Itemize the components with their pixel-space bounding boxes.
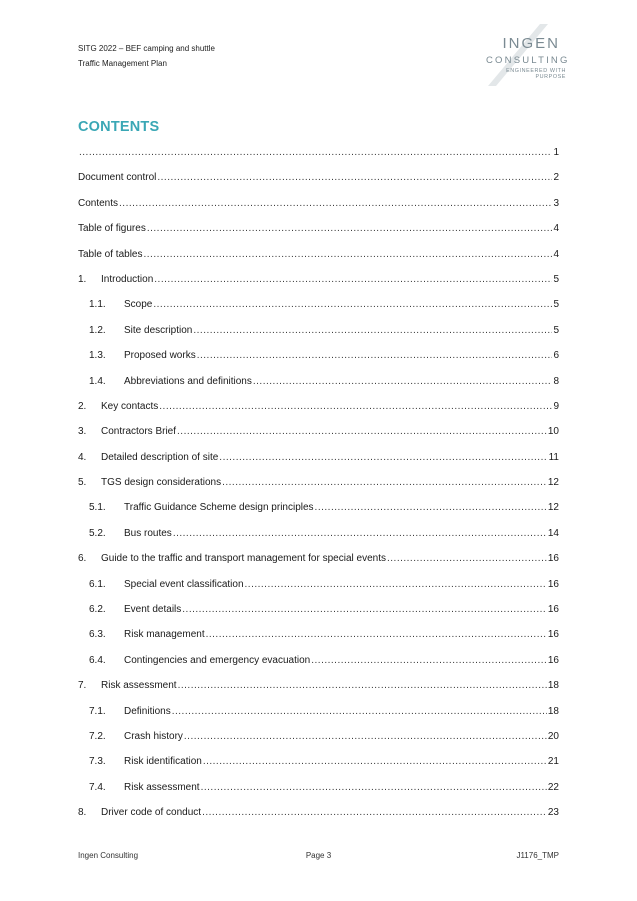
toc-entry-page: 2	[553, 172, 559, 184]
toc-dot-leader	[387, 552, 547, 566]
toc-entry-page: 16	[547, 654, 559, 666]
toc-entry[interactable]	[78, 322, 559, 347]
toc-entry[interactable]	[78, 499, 559, 524]
toc-entry-page: 18	[547, 680, 559, 692]
toc-entry-title: Event details	[124, 604, 182, 616]
toc-entry-page: 16	[547, 578, 559, 590]
table-of-contents	[78, 144, 559, 830]
toc-entry-title: Document control	[78, 172, 157, 184]
toc-dot-leader	[193, 324, 552, 338]
toc-entry-number: 1.4.	[89, 375, 106, 387]
toc-entry[interactable]	[78, 373, 559, 398]
toc-entry[interactable]	[78, 626, 559, 651]
toc-entry-number: 6.1.	[89, 578, 106, 590]
toc-dot-leader	[202, 806, 547, 820]
toc-entry-number: 7.	[78, 680, 87, 692]
logo-tagline: ENGINEERED WITH PURPOSE	[506, 68, 566, 80]
toc-entry[interactable]	[78, 449, 559, 474]
toc-dot-leader	[119, 197, 552, 211]
toc-dot-leader	[147, 222, 553, 236]
toc-entry[interactable]	[78, 246, 559, 271]
toc-entry-title: Abbreviations and definitions	[124, 375, 252, 387]
toc-dot-leader	[206, 628, 547, 642]
toc-entry[interactable]	[78, 144, 559, 169]
logo-word-ingen: INGEN	[502, 35, 560, 52]
toc-dot-leader	[154, 273, 552, 287]
toc-entry-title: Table of figures	[78, 223, 146, 235]
toc-entry-page: 11	[548, 451, 559, 463]
toc-entry-number: 1.3.	[89, 350, 106, 362]
logo-word-consulting: CONSULTING	[486, 55, 570, 66]
toc-entry-page: 6	[553, 350, 559, 362]
toc-entry-title: Traffic Guidance Scheme design principles	[124, 502, 314, 514]
toc-entry-page: 18	[547, 705, 559, 717]
toc-dot-leader	[153, 298, 552, 312]
toc-dot-leader	[197, 349, 553, 363]
toc-dot-leader	[178, 679, 547, 693]
toc-entry-title: Driver code of conduct	[101, 807, 202, 819]
toc-entry-title: Risk identification	[124, 756, 202, 768]
toc-entry-title: Guide to the traffic and transport management for special events	[101, 553, 386, 565]
toc-dot-leader	[184, 730, 547, 744]
toc-dot-leader	[172, 705, 547, 719]
toc-entry-title: Contractors Brief	[101, 426, 177, 438]
toc-entry-title: Special event classification	[124, 578, 244, 590]
toc-entry-number: 5.1.	[89, 502, 106, 514]
toc-entry-title: Risk assessment	[124, 781, 200, 793]
toc-entry-title: Crash history	[124, 730, 183, 742]
toc-entry-number: 8.	[78, 807, 87, 819]
toc-entry-number: 7.1.	[89, 705, 106, 717]
toc-entry-title: TGS design considerations	[101, 477, 222, 489]
toc-entry-title: Detailed description of site	[101, 451, 219, 463]
toc-entry-number: 4.	[78, 451, 87, 463]
toc-dot-leader	[159, 400, 552, 414]
toc-entry-title: Contingencies and emergency evacuation	[124, 654, 311, 666]
toc-entry-title: Contents	[78, 197, 119, 209]
toc-dot-leader	[311, 654, 547, 668]
toc-entry-page: 23	[547, 807, 559, 819]
toc-entry-page: 1	[553, 147, 559, 158]
toc-entry-page: 22	[547, 781, 559, 793]
toc-entry-number: 6.2.	[89, 604, 106, 616]
toc-entry[interactable]	[78, 703, 559, 728]
toc-entry[interactable]	[78, 728, 559, 753]
toc-entry-title: Definitions	[124, 705, 171, 717]
header-project-title: SITG 2022 – BEF camping and shuttle	[78, 44, 215, 53]
toc-entry-page: 16	[547, 604, 559, 616]
toc-entry[interactable]	[78, 220, 559, 245]
toc-dot-leader	[315, 501, 547, 515]
toc-entry-title: Risk management	[124, 629, 205, 641]
toc-entry[interactable]	[78, 677, 559, 702]
toc-entry-title: Key contacts	[101, 400, 159, 412]
toc-entry[interactable]	[78, 601, 559, 626]
toc-entry-number: 2.	[78, 400, 87, 412]
header-document-type: Traffic Management Plan	[78, 59, 167, 68]
toc-entry-number: 3.	[78, 426, 87, 438]
toc-dot-leader	[222, 476, 547, 490]
toc-entry[interactable]	[78, 652, 559, 677]
toc-dot-leader	[245, 578, 547, 592]
toc-dot-leader	[203, 755, 547, 769]
toc-entry-title: Bus routes	[124, 527, 172, 539]
toc-entry-page: 12	[547, 477, 559, 489]
toc-entry-page: 4	[553, 248, 559, 260]
toc-entry-page: 9	[553, 400, 559, 412]
toc-entry[interactable]	[78, 474, 559, 499]
toc-entry[interactable]	[78, 398, 559, 423]
toc-entry[interactable]	[78, 347, 559, 372]
toc-entry-page: 5	[553, 273, 559, 285]
company-logo	[474, 22, 570, 86]
toc-entry[interactable]	[78, 271, 559, 296]
toc-dot-leader	[219, 451, 547, 465]
toc-entry[interactable]	[78, 753, 559, 778]
toc-entry[interactable]	[78, 296, 559, 321]
toc-entry-page: 16	[547, 553, 559, 565]
toc-dot-leader	[144, 248, 553, 262]
toc-dot-leader	[177, 425, 547, 439]
toc-entry-page: 8	[553, 375, 559, 387]
toc-entry[interactable]	[78, 169, 559, 194]
toc-entry-title: Site description	[124, 324, 193, 336]
toc-entry-number: 1.1.	[89, 299, 106, 311]
toc-entry-page: 3	[553, 197, 559, 209]
toc-entry[interactable]	[78, 525, 559, 550]
toc-entry-title: Scope	[124, 299, 153, 311]
toc-entry-number: 1.	[78, 273, 87, 285]
toc-entry-number: 7.2.	[89, 730, 106, 742]
toc-entry-page: 16	[547, 629, 559, 641]
toc-entry-page: 10	[547, 426, 559, 438]
toc-entry-page: 20	[547, 730, 559, 742]
toc-dot-leader	[253, 375, 553, 389]
page-title: CONTENTS	[78, 119, 160, 135]
toc-dot-leader	[182, 603, 547, 617]
toc-entry-number: 1.2.	[89, 324, 106, 336]
toc-dot-leader	[79, 146, 552, 160]
toc-entry-page: 21	[547, 756, 559, 768]
footer-document-code: J1176_TMP	[516, 851, 559, 860]
toc-entry[interactable]	[78, 576, 559, 601]
footer-page-number: Page 3	[305, 851, 332, 860]
toc-entry-number: 5.	[78, 477, 87, 489]
toc-entry-number: 6.	[78, 553, 87, 565]
toc-dot-leader	[201, 781, 547, 795]
toc-entry-page: 4	[553, 223, 559, 235]
toc-entry[interactable]	[78, 550, 559, 575]
document-header	[78, 41, 215, 71]
toc-entry-number: 6.4.	[89, 654, 106, 666]
toc-dot-leader	[157, 171, 552, 185]
toc-entry[interactable]	[78, 423, 559, 448]
toc-entry-title: Risk assessment	[101, 680, 177, 692]
toc-entry-title: Introduction	[101, 273, 154, 285]
toc-entry[interactable]	[78, 779, 559, 804]
toc-entry-page: 5	[553, 299, 559, 311]
toc-entry-number: 7.4.	[89, 781, 106, 793]
toc-entry-page: 12	[547, 502, 559, 514]
toc-entry[interactable]	[78, 804, 559, 829]
toc-entry-title: Proposed works	[124, 350, 196, 362]
toc-entry-number: 5.2.	[89, 527, 106, 539]
toc-dot-leader	[173, 527, 547, 541]
toc-entry-page: 5	[553, 324, 559, 336]
toc-entry-page: 14	[547, 527, 559, 539]
toc-entry-number: 6.3.	[89, 629, 106, 641]
toc-entry-number: 7.3.	[89, 756, 106, 768]
footer-company: Ingen Consulting	[78, 851, 139, 860]
toc-entry[interactable]	[78, 195, 559, 220]
toc-entry-title: Table of tables	[78, 248, 143, 260]
